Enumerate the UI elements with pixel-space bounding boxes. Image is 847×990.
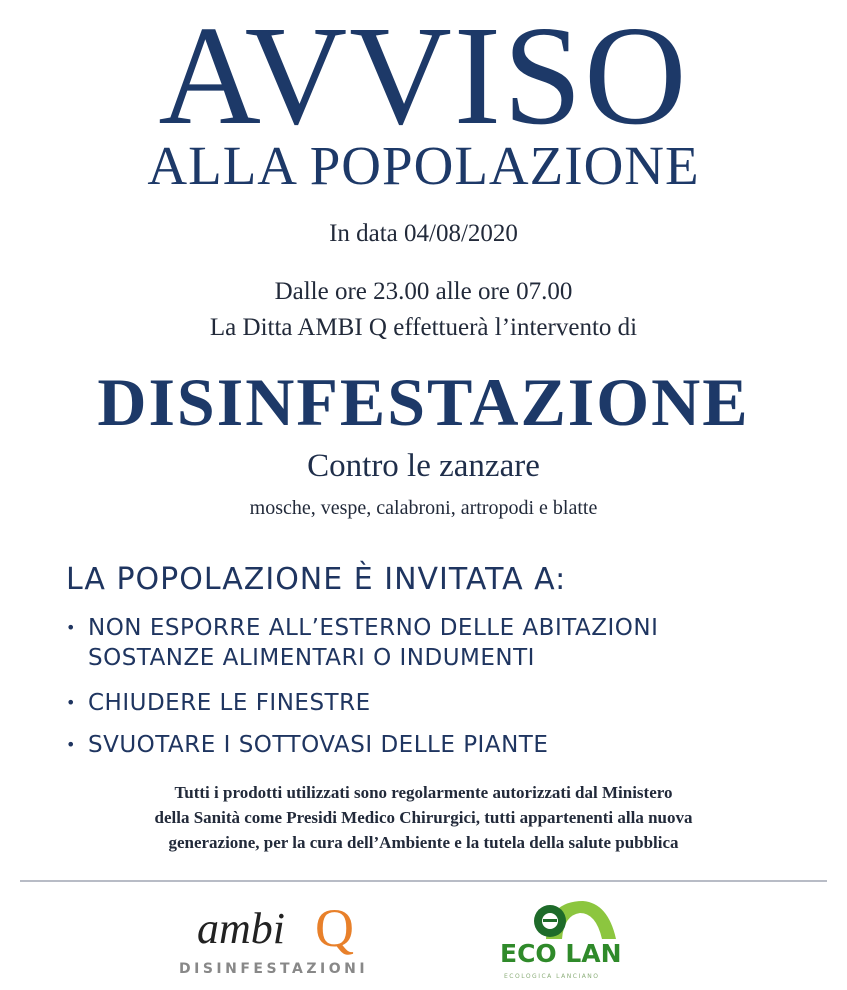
main-heading: DISINFESTAZIONE [97,364,750,440]
footer-note-line: generazione, per la cura dell’Ambiente e la tutela della salute pubblica [168,833,679,852]
divider [20,880,827,882]
instruction-text: SOSTANZE ALIMENTARI O INDUMENTI [88,645,535,671]
page-title: AVVISO [158,0,689,154]
footer-note-line: della Sanità come Presidi Medico Chirurgici, tutti appartenenti alla nuova [154,808,693,827]
instruction-item [66,688,371,718]
date-line: In data 04/08/2020 [329,220,518,247]
hours-line: Dalle ore 23.00 alle ore 07.00 [274,278,573,305]
bullet-icon: • [66,618,76,637]
instructions-heading: LA POPOLAZIONE È INVITATA A: [66,562,567,597]
against-line: Contro le zanzare [307,448,540,484]
ambi-logo-subtitle: DISINFESTAZIONI [179,961,369,977]
page-subtitle: ALLA POPOLAZIONE [147,135,700,196]
eco-lan-tagline: ECOLOGICA LANCIANO [504,973,600,980]
ambi-q-logo [175,895,395,985]
instruction-text: NON ESPORRE ALL’ESTERNO DELLE ABITAZIONI [88,615,659,641]
eco-lan-logo [490,895,660,985]
eco-lan-emblem-icon [528,897,618,941]
ambi-logo-q: Q [315,898,354,958]
eco-lan-name: ECO LAN [500,939,622,968]
instruction-text: CHIUDERE LE FINESTRE [88,690,371,716]
instruction-item [66,730,548,760]
ambi-logo-script: ambi [197,904,285,953]
bullet-icon: • [66,693,76,712]
bullet-icon: • [66,735,76,754]
instruction-item [66,613,658,673]
company-line: La Ditta AMBI Q effettuerà l’intervento di [209,314,638,341]
pests-line: mosche, vespe, calabroni, artropodi e blatte [249,497,598,519]
instruction-text: SVUOTARE I SOTTOVASI DELLE PIANTE [88,732,549,758]
footer-note-line: Tutti i prodotti utilizzati sono regolarmente autorizzati dal Ministero [174,783,673,802]
